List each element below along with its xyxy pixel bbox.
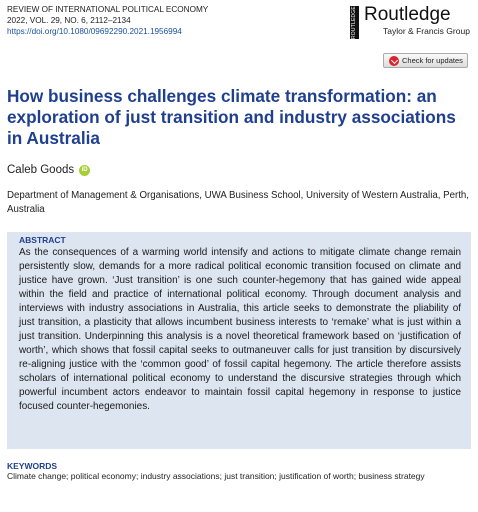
journal-name: REVIEW OF INTERNATIONAL POLITICAL ECONOMY	[7, 5, 209, 14]
doi-link[interactable]: https://doi.org/10.1080/09692290.2021.1956994	[7, 27, 182, 36]
publisher-logo	[350, 4, 472, 42]
publisher-group: Taylor & Francis Group	[383, 26, 470, 36]
journal-issue: 2022, VOL. 29, NO. 6, 2112–2134	[7, 16, 131, 25]
check-for-updates-label: Check for updates	[402, 56, 463, 65]
orcid-icon[interactable]: iD	[79, 165, 90, 176]
check-for-updates-button[interactable]	[383, 53, 468, 68]
publisher-spine: ROUTLEDGE	[351, 6, 357, 39]
article-title: How business challenges climate transformation: an exploration of just transition and industry associations in Australia	[7, 86, 456, 148]
author-name: Caleb Goods	[7, 164, 75, 176]
abstract-heading: ABSTRACT	[19, 235, 66, 245]
journal-info	[7, 4, 208, 37]
affiliation: Department of Management & Organisations, UWA Business School, University of Western Australia, Perth, Australia	[7, 190, 469, 215]
keywords-text: Climate change; political economy; industry associations; just transition; justification of worth; business strategy	[7, 471, 425, 481]
publisher-name: Routledge	[364, 4, 451, 25]
keywords-heading: KEYWORDS	[7, 461, 58, 471]
check-updates-icon	[389, 56, 399, 66]
author	[7, 164, 90, 176]
abstract-text: As the consequences of a warming world intensify and actions to mitigate climate change remain persistently slow, demands for a more radical political economic transition focused on climate and justice have grown. ‘Just transition’ is one such counter-hegemony that has gained wide appeal within the field and practice of international political economy. Through document analysis and interviews with industry associations in Australia, this article seeks to demonstrate the pliability of just transition, a plasticity that allows incumbent business interests to ‘remake’ what is just within a just transition. Underpinning this analysis is a novel theoretical framework based on ‘justification of worth’, which shows that fossil capital seeks to outmaneuver calls for just transition by discursively re-aligning justice with the ‘common good’ of fossil capital hegemony. The article therefore assists scholars of international political economy to understand the discursive strategies through which powerful incumbent actors endeavor to maintain fossil capital hegemony in response to justice focused counter-hegemonies.	[19, 247, 461, 412]
abstract-box	[7, 232, 471, 449]
